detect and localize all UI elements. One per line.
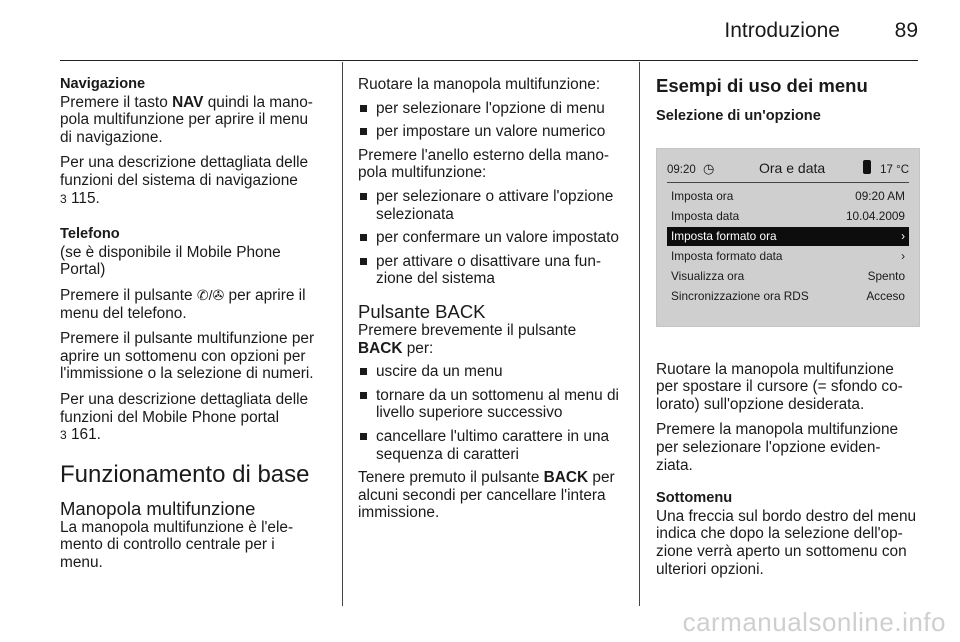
heading-navigazione: Navigazione (60, 76, 146, 92)
bullet-item (358, 253, 630, 288)
bullet-text: cancellare l'ultimo carattere in una (376, 427, 610, 445)
page-ref-icon: 3 (60, 428, 67, 443)
column-divider-2 (639, 62, 640, 606)
heading-manopola: Manopola multifunzione (60, 497, 256, 519)
bullet-list-rotate (358, 100, 630, 141)
display-menu-item[interactable] (667, 207, 909, 226)
display-divider (667, 182, 909, 183)
paragraph-rotate: Ruotare la manopola multifunzione: (358, 76, 601, 93)
bullet-list-press (358, 188, 630, 288)
bullet-text: per selezionare o attivare l'opzione (376, 187, 614, 205)
bullet-text: uscire da un menu (376, 363, 503, 381)
display-screenshot (656, 148, 920, 327)
page-header (60, 0, 918, 61)
bullet-square-icon (360, 392, 367, 399)
column-1 (60, 76, 332, 579)
bullet-text: per attivare o disattivare una fun- (376, 252, 601, 270)
phone-icon: ✆/✇ (196, 286, 225, 303)
bullet-square-icon (360, 368, 367, 375)
bullet-text: per impostare un valore numerico (376, 123, 606, 141)
column-3 (656, 76, 926, 586)
bullet-text: tornare da un sottomenu al menu di (376, 386, 619, 404)
paragraph-back-2: Tenere premuto il pulsante BACK per alcuni secondi per cancellare l'intera immissione. (358, 469, 615, 522)
heading-telefono: Telefono (60, 226, 120, 243)
paragraph-knob: La manopola multifunzione è l'ele- mento di controllo centrale per i menu. (60, 518, 294, 571)
bullet-text: per confermare un valore impostato (376, 229, 619, 247)
bullet-square-icon (360, 193, 367, 200)
paragraph-press-select: Premere la manopola multifunzione per selezionare l'opzione eviden- ziata. (656, 421, 899, 474)
display-menu-item[interactable] (667, 247, 909, 266)
paragraph-tel-1: (se è disponibile il Mobile Phone Portal) (60, 243, 281, 279)
paragraph-back-1: Premere brevemente il pulsante BACK per: (358, 321, 577, 357)
bullet-item (358, 363, 630, 381)
bullet-item (358, 387, 630, 422)
display-menu-value: 09:20 AM (855, 188, 905, 203)
section-title: Introduzione (724, 19, 840, 42)
watermark: carmanualsonline.info (682, 607, 946, 637)
page-ref-icon: 3 (60, 191, 67, 206)
paragraph-press-ring: Premere l'anello esterno della mano- pola multifunzione: (358, 146, 610, 182)
nav-key: NAV (172, 93, 204, 111)
bullet-square-icon (360, 258, 367, 265)
heading-funzionamento: Funzionamento di base (60, 460, 310, 488)
bullet-item (358, 428, 630, 463)
display-status-bar (667, 159, 909, 179)
bullet-text: selezionata (376, 205, 454, 223)
paragraph-nav-1: Premere il tasto NAV quindi la mano- pola multifunzione per aprire il menu di navigazione. (60, 93, 313, 146)
heading-esempi: Esempi di uso dei menu (656, 75, 868, 96)
bullet-text: zione del sistema (376, 270, 495, 288)
display-menu-label: Imposta formato data (671, 248, 783, 263)
column-2 (358, 76, 630, 530)
display-menu-label: Visualizza ora (671, 268, 745, 283)
display-menu-label: Sincronizzazione ora RDS (671, 288, 809, 303)
display-menu-value: › (901, 228, 905, 243)
paragraph-nav-2: Per una descrizione dettagliata delle funzioni del sistema di navigazione 3 115. (60, 154, 309, 207)
bullet-square-icon (360, 433, 367, 440)
display-menu-value: Acceso (866, 288, 905, 303)
heading-selezione: Selezione di un'opzione (656, 108, 821, 124)
display-menu-label: Imposta formato ora (671, 228, 777, 243)
bullet-square-icon (360, 234, 367, 241)
page-number: 89 (894, 19, 918, 42)
back-key: BACK (543, 469, 589, 487)
clock-icon: ◷ (703, 160, 715, 176)
bullet-item (358, 100, 630, 118)
display-menu-item[interactable] (667, 267, 909, 286)
paragraph-tel-2: Premere il pulsante ✆/✇ per aprire il menu del telefono. (60, 286, 306, 322)
display-menu-value: 10.04.2009 (845, 208, 905, 223)
display-time: 09:20 (667, 163, 696, 176)
bullet-text: livello superiore successivo (376, 404, 563, 422)
back-key: BACK (358, 339, 403, 357)
bullet-list-back (358, 363, 630, 463)
bullet-item (358, 188, 630, 223)
paragraph-tel-4: Per una descrizione dettagliata delle funzioni del Mobile Phone portal 3 161. (60, 390, 309, 444)
bullet-item (358, 229, 630, 247)
bullet-text: per selezionare l'opzione di menu (376, 99, 605, 117)
paragraph-tel-3: Premere il pulsante multifunzione per aprire un sottomenu con opzioni per l'immissione o la selezione di numeri. (60, 330, 315, 383)
heading-back: Pulsante BACK (358, 300, 486, 322)
display-menu-item[interactable] (667, 227, 909, 246)
bullet-square-icon (360, 128, 367, 135)
display-menu-label: Imposta ora (671, 188, 734, 203)
bullet-item (358, 123, 630, 141)
display-title: Ora e data (759, 159, 826, 176)
column-divider-1 (342, 62, 343, 606)
bullet-text: sequenza di caratteri (376, 445, 519, 463)
thermometer-icon (863, 160, 871, 174)
display-menu-value: Spento (867, 268, 905, 283)
display-menu-item[interactable] (667, 187, 909, 206)
display-menu-value: › (901, 248, 905, 263)
display-menu-item[interactable] (667, 287, 909, 306)
paragraph-sottomenu: Una freccia sul bordo destro del menu indica che dopo la selezione dell'op- zione verrà aperto un sottomenu con ulteriori opzioni. (656, 507, 917, 578)
heading-sottomenu: Sottomenu (656, 490, 733, 507)
bullet-square-icon (360, 105, 367, 112)
display-menu-label: Imposta data (671, 208, 740, 223)
paragraph-rotate-cursor: Ruotare la manopola multifunzione per spostare il cursore (= sfondo co- lorato) sull'opzione desiderata. (656, 360, 903, 413)
display-temperature: 17 °C (880, 163, 909, 176)
